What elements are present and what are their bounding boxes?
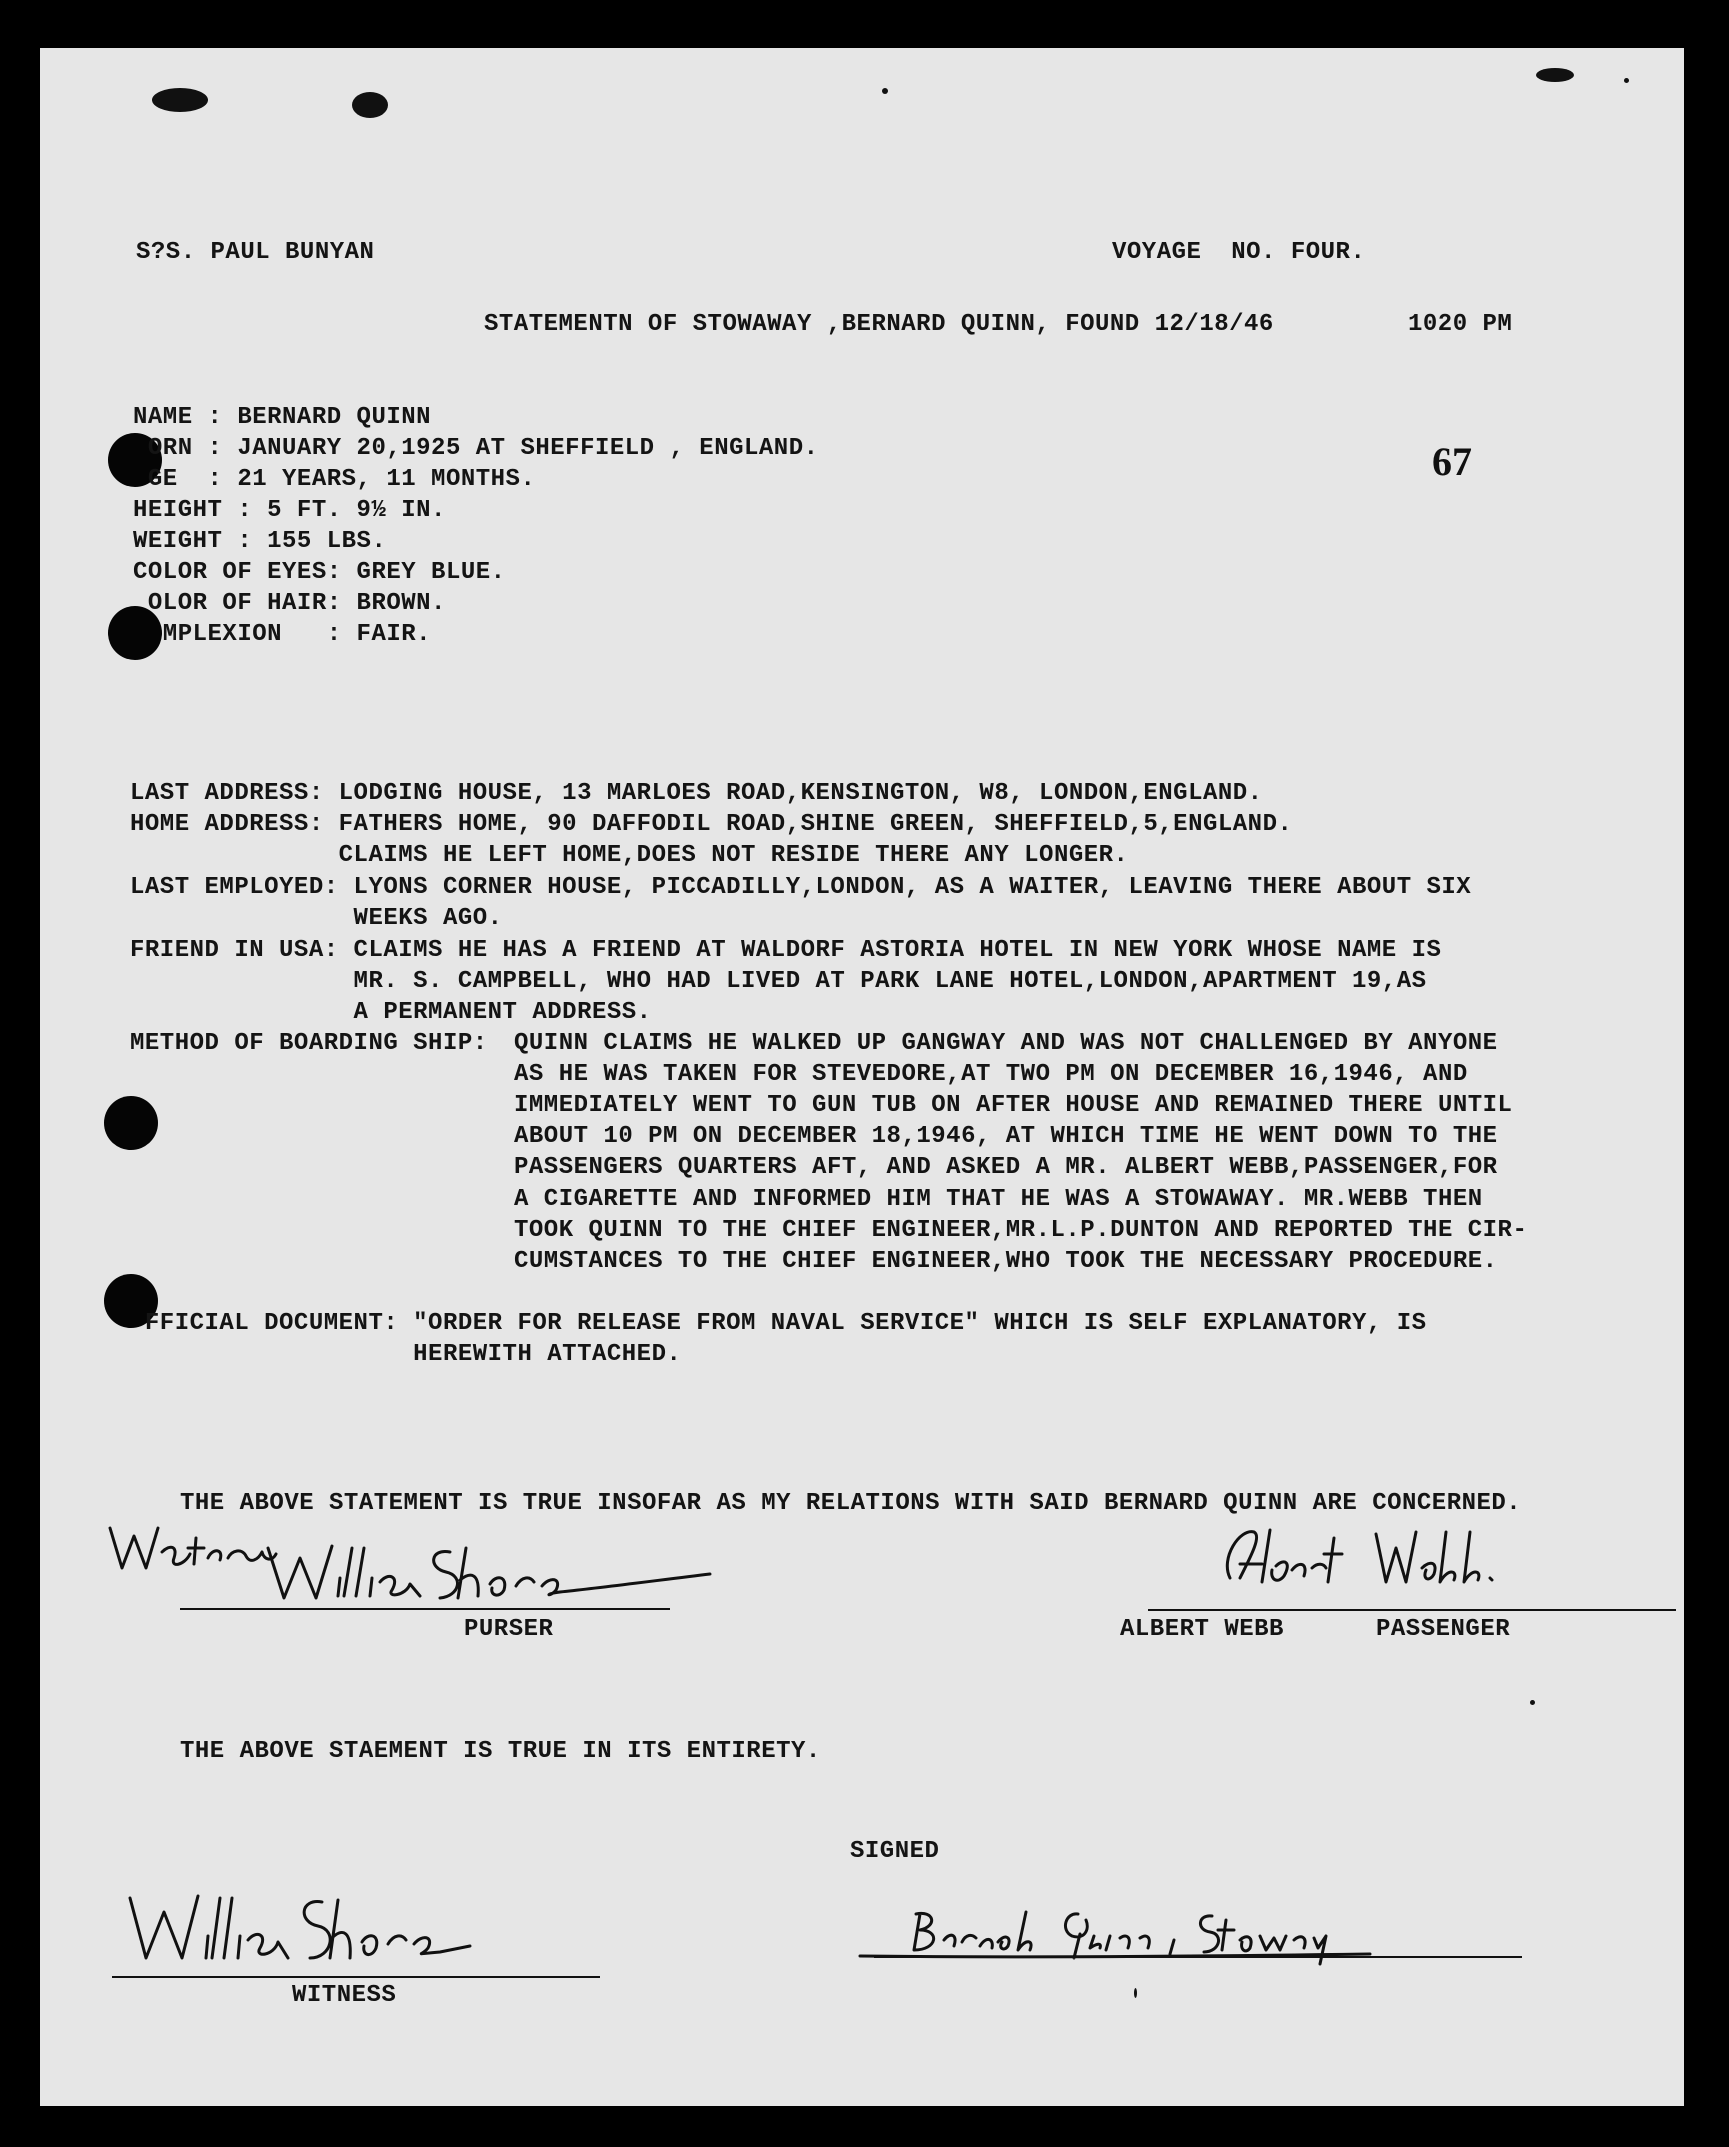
- statement-stowaway: THE ABOVE STAEMENT IS TRUE IN ITS ENTIRETY.: [180, 1738, 821, 1765]
- passenger-name: ALBERT WEBB: [1120, 1616, 1284, 1643]
- passenger-signature-line: [1148, 1609, 1676, 1611]
- stowaway-signature: [830, 1900, 1390, 1970]
- detail-line: MPLEXION : FAIR.: [133, 621, 432, 648]
- boarding-line: QUINN CLAIMS HE WALKED UP GANGWAY AND WAS NOT CHALLENGED BY ANYONE: [514, 1030, 1498, 1057]
- witness-signature-line: [112, 1976, 600, 1978]
- address-line: CLAIMS HE LEFT HOME,DOES NOT RESIDE THERE ANY LONGER.: [130, 842, 1129, 869]
- boarding-line: PASSENGERS QUARTERS AFT, AND ASKED A MR. ALBERT WEBB,PASSENGER,FOR: [514, 1154, 1498, 1181]
- dot-mark: [1624, 78, 1629, 83]
- boarding-label: METHOD OF BOARDING SHIP:: [130, 1030, 488, 1057]
- detail-line: HEIGHT : 5 FT. 9½ IN.: [133, 497, 446, 524]
- punch-hole: [104, 1096, 158, 1150]
- statement-title: STATEMENTN OF STOWAWAY ,BERNARD QUINN, FOUND 12/18/46: [484, 311, 1274, 338]
- dot-mark: [1530, 1700, 1535, 1705]
- address-line: FRIEND IN USA: CLAIMS HE HAS A FRIEND AT WALDORF ASTORIA HOTEL IN NEW YORK WHOSE NAME IS: [130, 937, 1442, 964]
- passenger-label: PASSENGER: [1376, 1616, 1511, 1643]
- address-line: WEEKS AGO.: [130, 905, 503, 932]
- smudge-mark: [352, 92, 388, 118]
- official-document-line: FFICIAL DOCUMENT: "ORDER FOR RELEASE FROM NAVAL SERVICE" WHICH IS SELF EXPLANATORY, IS: [130, 1310, 1427, 1337]
- page-number: 67: [1432, 439, 1472, 484]
- dot-mark: [1134, 1988, 1137, 1998]
- witness-label: WITNESS: [292, 1982, 397, 2009]
- address-line: HOME ADDRESS: FATHERS HOME, 90 DAFFODIL ROAD,SHINE GREEN, SHEFFIELD,5,ENGLAND.: [130, 811, 1293, 838]
- statement-passenger: THE ABOVE STATEMENT IS TRUE INSOFAR AS MY RELATIONS WITH SAID BERNARD QUINN ARE CONCERNED.: [180, 1490, 1522, 1517]
- detail-line: NAME : BERNARD QUINN: [133, 404, 432, 431]
- detail-line: COLOR OF EYES: GREY BLUE.: [133, 559, 506, 586]
- detail-line: GE : 21 YEARS, 11 MONTHS.: [133, 466, 536, 493]
- document-page: [40, 48, 1684, 2106]
- purser-signature: [260, 1528, 720, 1618]
- detail-line: ORN : JANUARY 20,1925 AT SHEFFIELD , ENGLAND.: [133, 435, 819, 462]
- smudge-mark: [152, 88, 208, 112]
- boarding-line: IMMEDIATELY WENT TO GUN TUB ON AFTER HOUSE AND REMAINED THERE UNTIL: [514, 1092, 1513, 1119]
- ship-name: S?S. PAUL BUNYAN: [136, 239, 375, 266]
- found-time: 1020 PM: [1408, 311, 1513, 338]
- smudge-mark: [1536, 68, 1574, 82]
- boarding-line: AS HE WAS TAKEN FOR STEVEDORE,AT TWO PM ON DECEMBER 16,1946, AND: [514, 1061, 1468, 1088]
- address-line: MR. S. CAMPBELL, WHO HAD LIVED AT PARK LANE HOTEL,LONDON,APARTMENT 19,AS: [130, 968, 1427, 995]
- witness-signature: [100, 1878, 480, 1978]
- dot-mark: [882, 88, 888, 94]
- detail-line: OLOR OF HAIR: BROWN.: [133, 590, 446, 617]
- voyage-number: VOYAGE NO. FOUR.: [1112, 239, 1366, 266]
- address-line: A PERMANENT ADDRESS.: [130, 999, 652, 1026]
- boarding-line: A CIGARETTE AND INFORMED HIM THAT HE WAS A STOWAWAY. MR.WEBB THEN: [514, 1186, 1483, 1213]
- boarding-line: TOOK QUINN TO THE CHIEF ENGINEER,MR.L.P.DUNTON AND REPORTED THE CIR-: [514, 1217, 1528, 1244]
- official-document-line: HEREWITH ATTACHED.: [130, 1341, 682, 1368]
- witness-handwritten-note: [100, 1508, 280, 1588]
- address-line: LAST EMPLOYED: LYONS CORNER HOUSE, PICCADILLY,LONDON, AS A WAITER, LEAVING THERE ABOUT SIX: [130, 874, 1472, 901]
- boarding-line: CUMSTANCES TO THE CHIEF ENGINEER,WHO TOOK THE NECESSARY PROCEDURE.: [514, 1248, 1498, 1275]
- purser-label: PURSER: [464, 1616, 554, 1643]
- signed-label: SIGNED: [850, 1838, 940, 1865]
- passenger-signature: [1200, 1518, 1520, 1608]
- stowaway-signature-line: [874, 1956, 1522, 1958]
- boarding-line: ABOUT 10 PM ON DECEMBER 18,1946, AT WHICH TIME HE WENT DOWN TO THE: [514, 1123, 1498, 1150]
- address-line: LAST ADDRESS: LODGING HOUSE, 13 MARLOES ROAD,KENSINGTON, W8, LONDON,ENGLAND.: [130, 780, 1263, 807]
- detail-line: WEIGHT : 155 LBS.: [133, 528, 387, 555]
- purser-signature-line: [180, 1608, 670, 1610]
